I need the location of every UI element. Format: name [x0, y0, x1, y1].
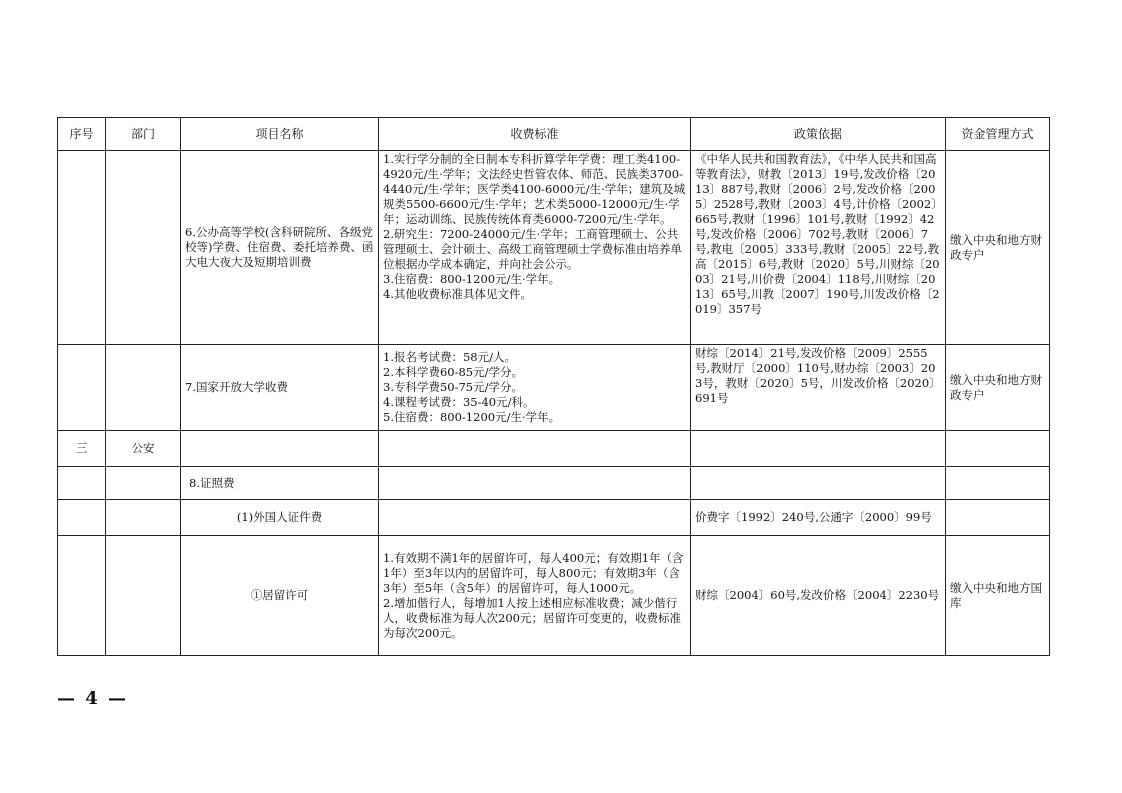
standard-line: 1.有效期不满1年的居留许可，每人400元；有效期1年（含1年）至3年以内的居留许可，每人800元；有效期3年（含3年）至5年（含5年）的居留许可，每人1000元。 [383, 550, 684, 595]
cell-mgmt [946, 467, 1050, 500]
cell-basis: 财综〔2014〕21号,发改价格〔2009〕2555号,教财厅〔2000〕110号,财办综〔2003〕203号，教财〔2020〕5号，川发改价格〔2020〕691号 [691, 345, 946, 431]
cell-basis [691, 431, 946, 467]
cell-standard [379, 345, 691, 431]
cell-dept [106, 151, 181, 345]
cell-name: (1)外国人证件费 [181, 500, 379, 536]
header-seq: 序号 [58, 118, 106, 151]
cell-dept [106, 536, 181, 656]
cell-name: 7.国家开放大学收费 [181, 345, 379, 431]
cell-seq [58, 536, 106, 656]
cell-mgmt [946, 431, 1050, 467]
cell-mgmt: 缴入中央和地方财政专户 [946, 151, 1050, 345]
cell-basis [691, 467, 946, 500]
header-standard: 收费标准 [379, 118, 691, 151]
standard-line: 5.住宿费：800-1200元/生·学年。 [383, 410, 561, 424]
standard-line: 1.报名考试费：58元/人。 [383, 350, 516, 364]
header-name: 项目名称 [181, 118, 379, 151]
table-row [58, 467, 1050, 500]
standard-line: 3.住宿费：800-1200元/生·学年。 [383, 272, 561, 286]
cell-mgmt [946, 500, 1050, 536]
cell-seq [58, 151, 106, 345]
cell-seq [58, 467, 106, 500]
cell-basis: 《中华人民共和国教育法》，《中华人民共和国高等教育法》，财教〔2013〕19号,发改价格〔2013〕887号,教财〔2006〕2号,发改价格〔2005〕2528号,教财〔2003〕4号,计价格〔2002〕665号,教财〔1996〕101号,教财〔1992〕42号,发改价格〔2006〕702号,教财〔2006〕7号,教电〔2005〕333号,教财〔2005〕22号,教高〔2015〕6号,教财〔2020〕5号,川财综〔2003〕21号,川价费〔2004〕118号,川财综〔2013〕65号,川教〔2007〕190号,川发改价格〔2019〕357号 [691, 151, 946, 345]
standard-line: 4.其他收费标准具体见文件。 [383, 287, 532, 301]
table-row [58, 536, 1050, 656]
fee-table [57, 117, 1050, 656]
cell-standard [379, 151, 691, 345]
cell-seq [58, 500, 106, 536]
table-row [58, 431, 1050, 467]
cell-name [181, 431, 379, 467]
header-dept: 部门 [106, 118, 181, 151]
cell-basis: 价费字〔1992〕240号,公通字〔2000〕99号 [691, 500, 946, 536]
cell-standard [379, 500, 691, 536]
header-basis: 政策依据 [691, 118, 946, 151]
cell-mgmt: 缴入中央和地方财政专户 [946, 345, 1050, 431]
cell-basis: 财综〔2004〕60号,发改价格〔2004〕2230号 [691, 536, 946, 656]
standard-line: 2.增加偕行人，每增加1人按上述相应标准收费；减少偕行人，收费标准为每人次200元；居留许可变更的，收费标准为每次200元。 [383, 595, 681, 640]
standard-line: 2.研究生：7200-24000元/生·学年；工商管理硕士、公共管理硕士、会计硕士、高级工商管理硕士学费标准由培养单位根据办学成本确定，并向社会公示。 [383, 227, 682, 271]
standard-line: 3.专科学费50-75元/学分。 [383, 380, 523, 394]
cell-mgmt: 缴入中央和地方国库 [946, 536, 1050, 656]
cell-name: 8.证照费 [181, 467, 379, 500]
table-row [58, 345, 1050, 431]
table-header-row [58, 118, 1050, 151]
cell-dept: 公安 [106, 431, 181, 467]
header-mgmt: 资金管理方式 [946, 118, 1050, 151]
cell-standard [379, 536, 691, 656]
standard-line: 4.课程考试费：35-40元/科。 [383, 395, 535, 409]
cell-seq: 三 [58, 431, 106, 467]
cell-dept [106, 467, 181, 500]
cell-standard [379, 431, 691, 467]
cell-dept [106, 500, 181, 536]
table-row [58, 151, 1050, 345]
cell-name: ①居留许可 [181, 536, 379, 656]
cell-standard [379, 467, 691, 500]
standard-line: 2.本科学费60-85元/学分。 [383, 365, 523, 379]
standard-line: 1.实行学分制的全日制本专科折算学年学费：理工类4100-4920元/生·学年；文法经史哲管农体、师范、民族类3700-4440元/生·学年；医学类4100-6000元/生·学年；建筑及城规类5500-6600元/生·学年；艺术类5000-12000元/生·学年；运动训练、民族传统体育类6000-7200元/生·学年。 [383, 152, 686, 226]
cell-seq [58, 345, 106, 431]
table-row [58, 500, 1050, 536]
cell-dept [106, 345, 181, 431]
cell-name: 6.公办高等学校(含科研院所、各级党校等)学费、住宿费、委托培养费、函大电大夜大及短期培训费 [181, 151, 379, 345]
page-number: — 4 — [57, 688, 129, 709]
